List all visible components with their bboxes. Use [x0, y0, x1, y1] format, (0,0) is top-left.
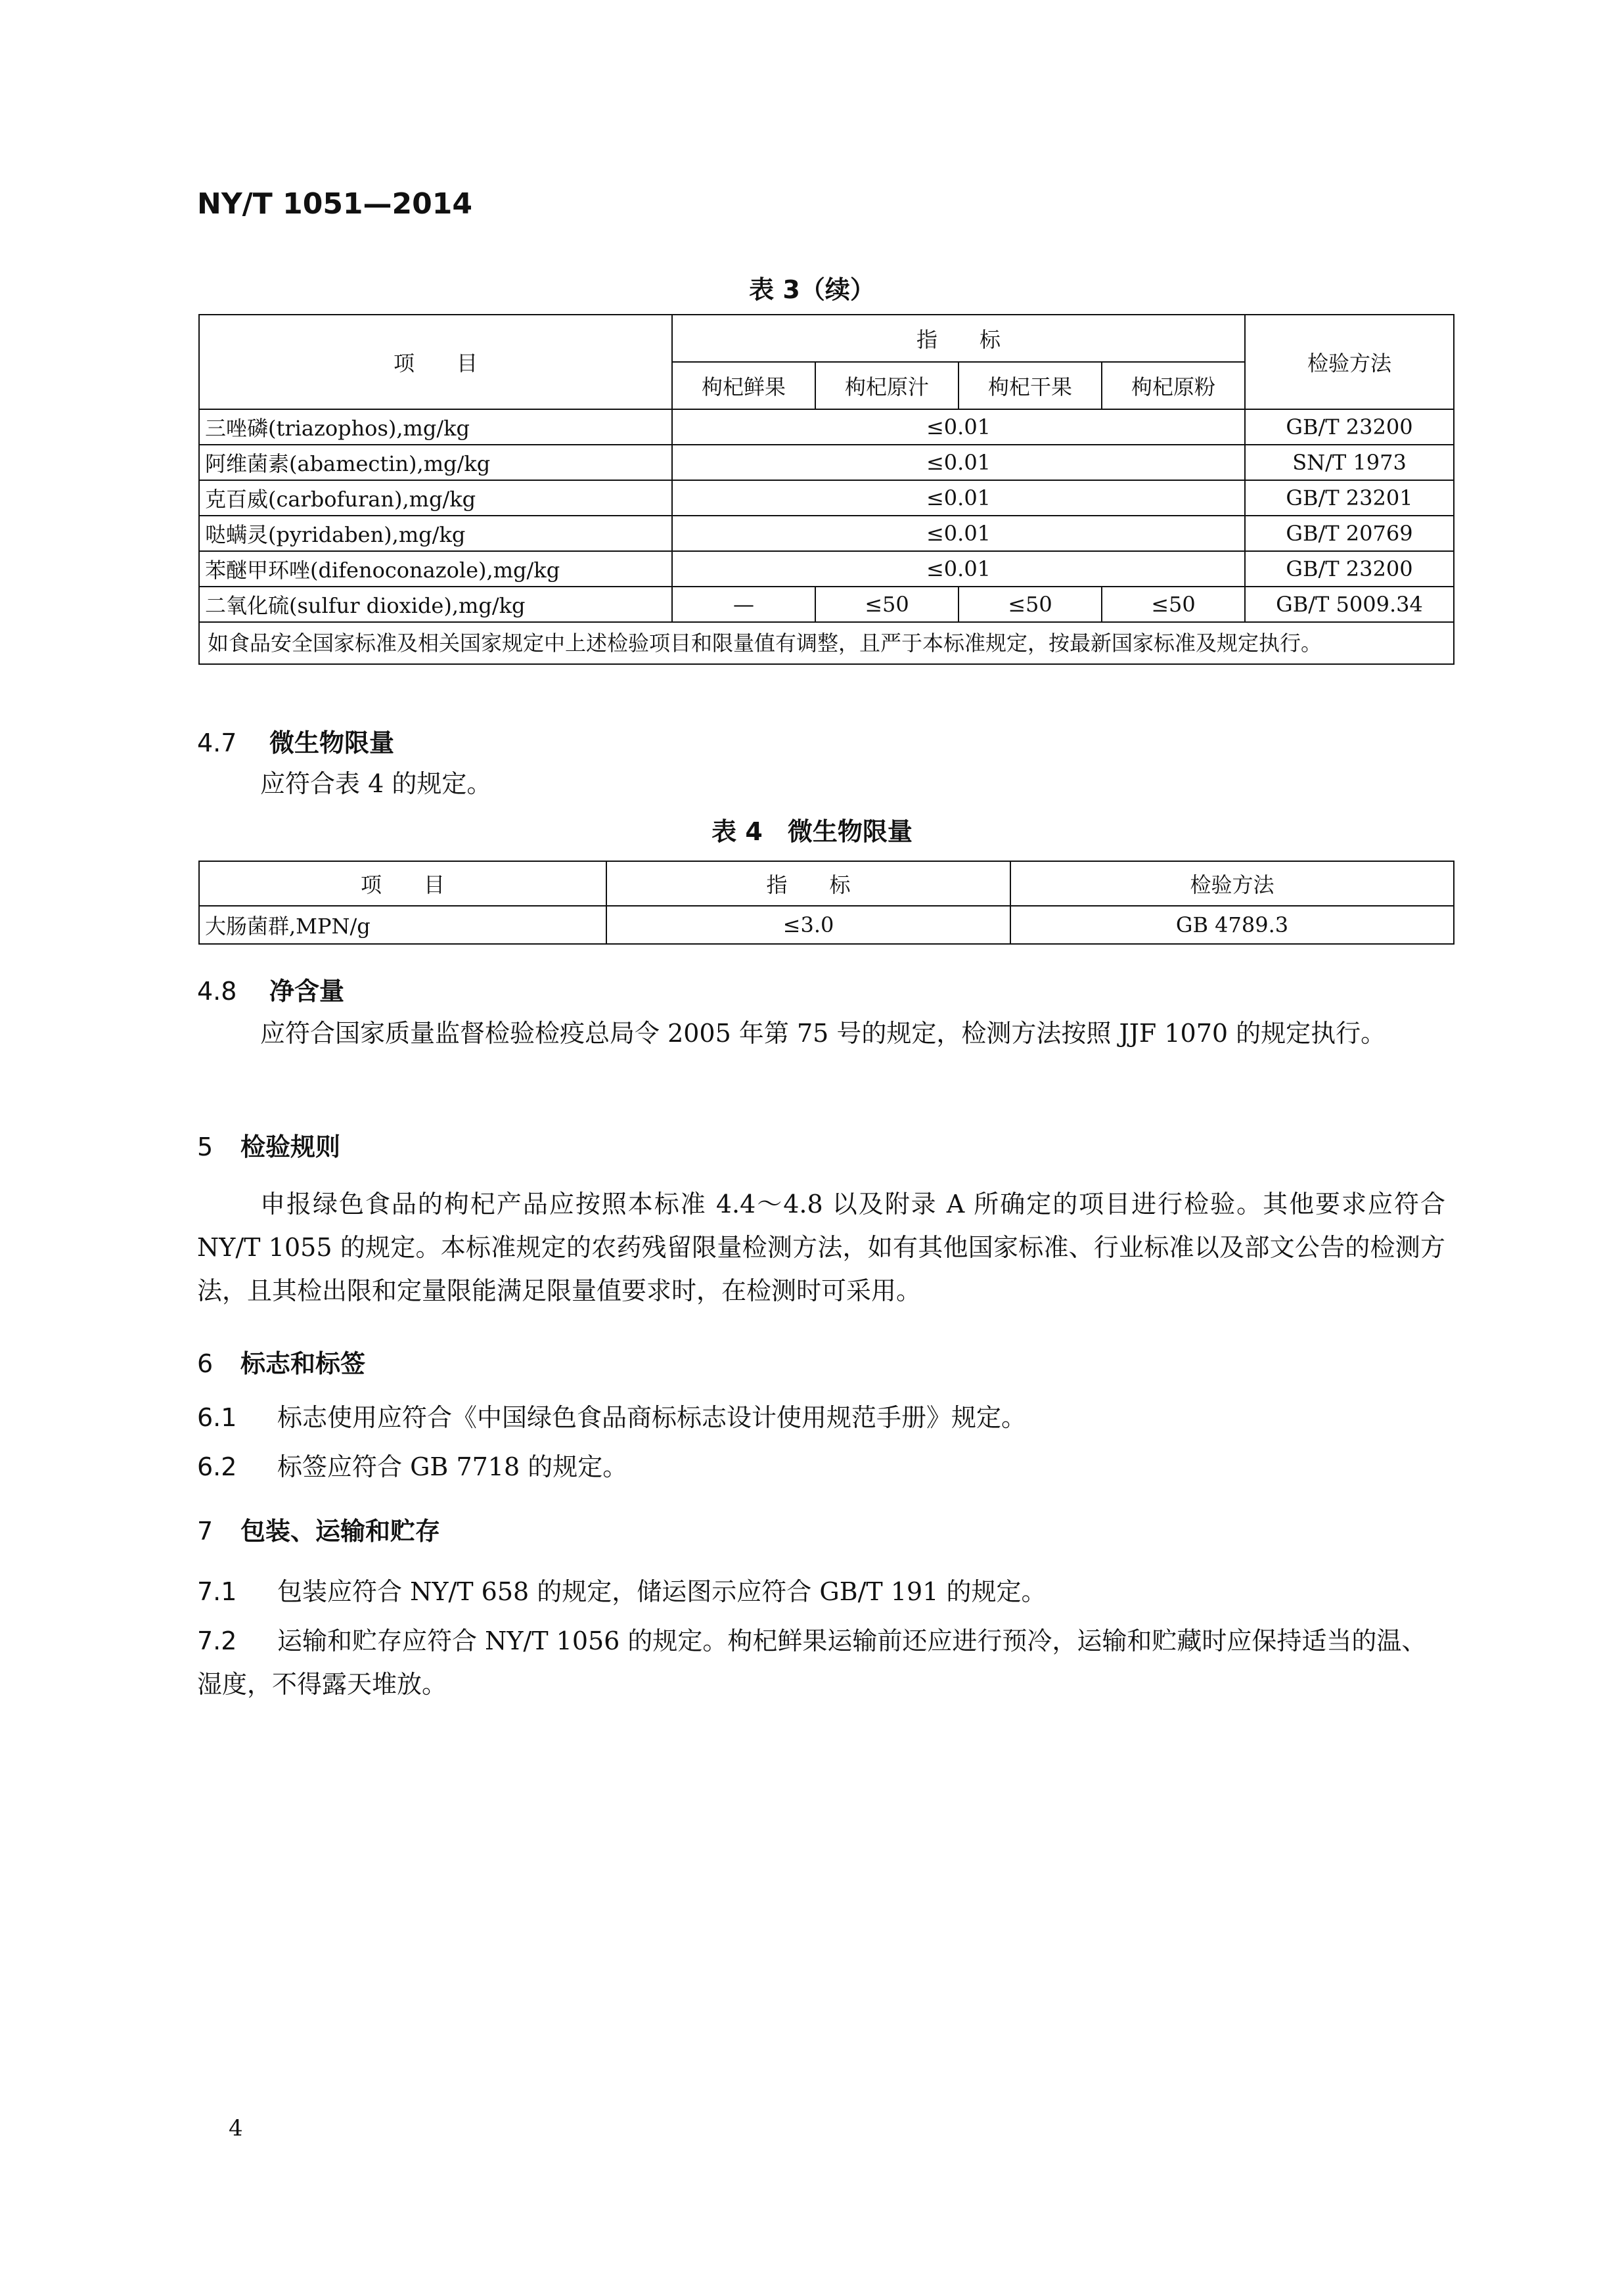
- table3-method: GB/T 23201: [1245, 480, 1454, 516]
- table3-subheader: 枸杞原汁: [815, 362, 959, 409]
- item-number: 7.2: [197, 1626, 237, 1655]
- standard-number: NY/T 1051—2014: [197, 187, 473, 221]
- section-number: 4.8: [197, 977, 237, 1006]
- table3-subheader: 枸杞原粉: [1102, 362, 1245, 409]
- list-item: [197, 1396, 1445, 1439]
- table4-header-method: 检验方法: [1010, 861, 1454, 906]
- table4-header-indicator: 指 标: [606, 861, 1010, 906]
- table3-item: 苯醚甲环唑(difenoconazole),mg/kg: [199, 551, 672, 587]
- section-heading-4-7: [197, 723, 394, 759]
- table3-value: ≤50: [1102, 587, 1245, 622]
- table-row: [199, 480, 1454, 516]
- item-number: 7.1: [197, 1577, 237, 1606]
- table3-value: ≤0.01: [672, 516, 1245, 551]
- table4-caption: 表 4 微生物限量: [711, 817, 913, 846]
- table3-method: GB/T 5009.34: [1245, 587, 1454, 622]
- table-row: [199, 516, 1454, 551]
- table3-header-item: 项 目: [199, 315, 672, 409]
- table3-value: ≤0.01: [672, 409, 1245, 445]
- table3-method: GB/T 20769: [1245, 516, 1454, 551]
- item-number: 6.2: [197, 1452, 237, 1481]
- page-number: 4: [229, 2115, 243, 2141]
- list-item: [197, 1445, 1445, 1489]
- table4-header-item: 项 目: [199, 861, 606, 906]
- table3-value: ≤0.01: [672, 445, 1245, 480]
- section-heading-4-8: [197, 971, 344, 1007]
- table3-item: 三唑磷(triazophos),mg/kg: [199, 409, 672, 445]
- table3-item: 克百威(carbofuran),mg/kg: [199, 480, 672, 516]
- table3-header-indicator: 指 标: [672, 315, 1245, 362]
- table3-item: 二氧化硫(sulfur dioxide),mg/kg: [199, 587, 672, 622]
- table3-method: GB/T 23200: [1245, 409, 1454, 445]
- table-row: [199, 906, 1454, 944]
- paragraph: 申报绿色食品的枸杞产品应按照本标准 4.4～4.8 以及附录 A 所确定的项目进行检验。其他要求应符合 NY/T 1055 的规定。本标准规定的农药残留限量检测方法，如有其他国家标准、行业标准以及部文公告的检测方法，且其检出限和定量限能满足限量值要求时，在检测时可采用。: [197, 1190, 1445, 1305]
- table3-value: ≤50: [959, 587, 1102, 622]
- section-title: 标志和标签: [240, 1349, 366, 1378]
- section-number: 4.7: [197, 728, 237, 757]
- table3-value: ≤50: [815, 587, 959, 622]
- section-number: 6: [197, 1349, 214, 1378]
- table3-item: 阿维菌素(abamectin),mg/kg: [199, 445, 672, 480]
- section-title: 微生物限量: [269, 728, 395, 757]
- section-title: 包装、运输和贮存: [240, 1517, 441, 1546]
- table4: [198, 861, 1455, 945]
- list-item: [197, 1619, 1445, 1706]
- table-row: [199, 445, 1454, 480]
- section-number: 5: [197, 1132, 214, 1161]
- table3-method: GB/T 23200: [1245, 551, 1454, 587]
- table3-value: —: [672, 587, 815, 622]
- table3-header-method: 检验方法: [1245, 315, 1454, 409]
- table3-subheader: 枸杞鲜果: [672, 362, 815, 409]
- section-title: 净含量: [269, 977, 345, 1006]
- section-heading-7: [197, 1511, 440, 1547]
- table3-note: 如食品安全国家标准及相关国家规定中上述检验项目和限量值有调整，且严于本标准规定，按最新国家标准及规定执行。: [199, 622, 1454, 664]
- table-row: [199, 409, 1454, 445]
- section-title: 检验规则: [240, 1132, 341, 1161]
- table3-value: ≤0.01: [672, 480, 1245, 516]
- item-text: 标志使用应符合《中国绿色食品商标标志设计使用规范手册》规定。: [277, 1403, 1027, 1432]
- paragraph: 应符合表 4 的规定。: [260, 769, 492, 798]
- paragraph: 应符合国家质量监督检验检疫总局令 2005 年第 75 号的规定，检测方法按照 JJF 1070 的规定执行。: [260, 1019, 1386, 1048]
- table3-method: SN/T 1973: [1245, 445, 1454, 480]
- list-item: [197, 1570, 1445, 1613]
- table3: [198, 314, 1455, 665]
- section-heading-6: [197, 1343, 365, 1379]
- table4-method: GB 4789.3: [1010, 906, 1454, 944]
- table4-item: 大肠菌群,MPN/g: [199, 906, 606, 944]
- table3-item: 哒螨灵(pyridaben),mg/kg: [199, 516, 672, 551]
- table-row: [199, 587, 1454, 622]
- item-text: 标签应符合 GB 7718 的规定。: [277, 1452, 628, 1481]
- table-row: [199, 551, 1454, 587]
- item-number: 6.1: [197, 1403, 237, 1432]
- section-number: 7: [197, 1517, 214, 1546]
- section-heading-5: [197, 1127, 340, 1163]
- table3-caption: 表 3（续）: [749, 275, 875, 304]
- table3-value: ≤0.01: [672, 551, 1245, 587]
- item-text: 运输和贮存应符合 NY/T 1056 的规定。枸杞鲜果运输前还应进行预冷，运输和贮藏时应保持适当的温、湿度，不得露天堆放。: [197, 1626, 1427, 1699]
- table3-subheader: 枸杞干果: [959, 362, 1102, 409]
- item-text: 包装应符合 NY/T 658 的规定，储运图示应符合 GB/T 191 的规定。: [277, 1577, 1047, 1606]
- table4-value: ≤3.0: [606, 906, 1010, 944]
